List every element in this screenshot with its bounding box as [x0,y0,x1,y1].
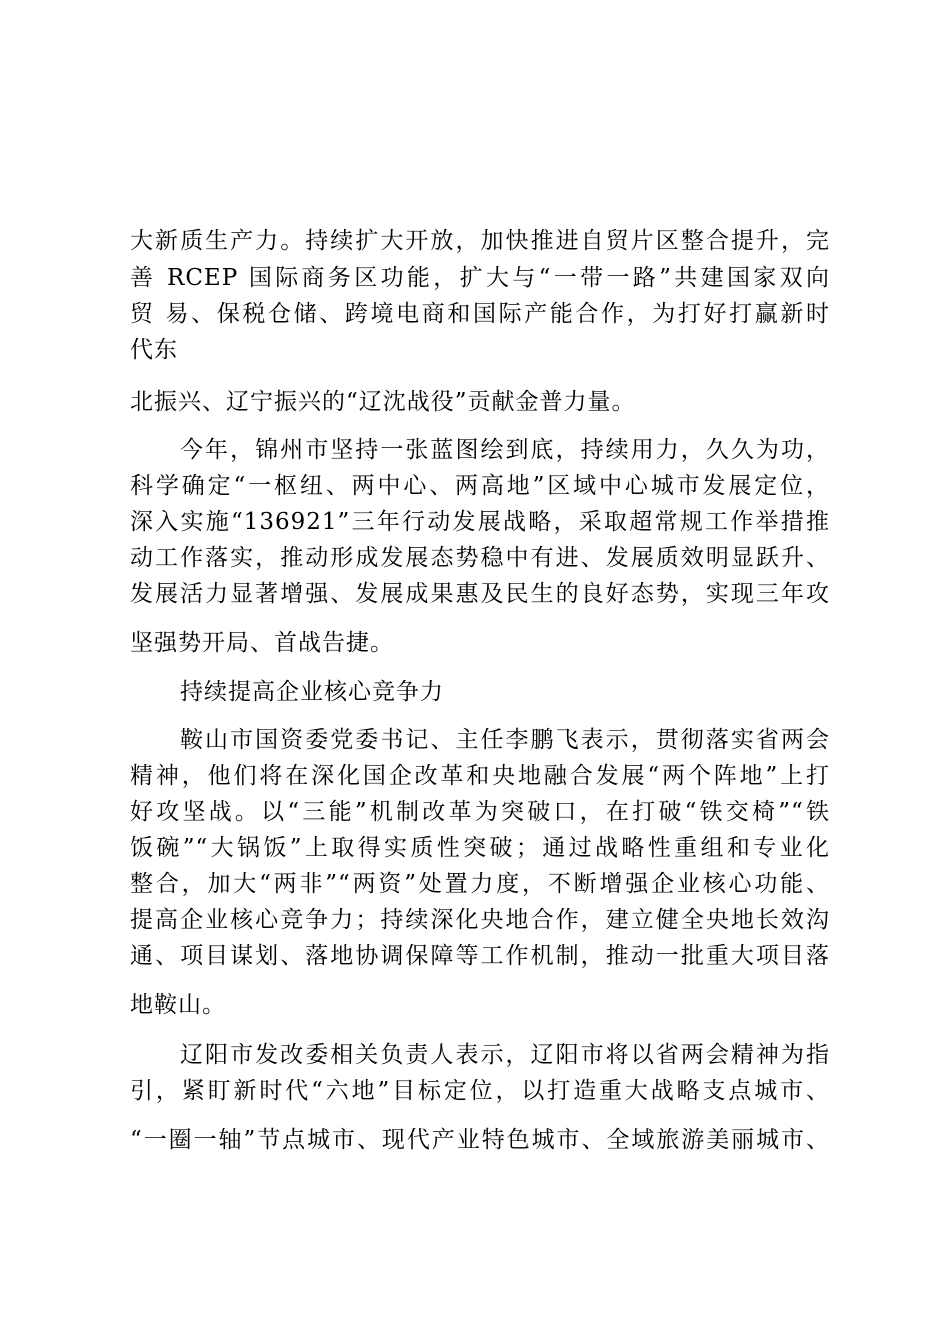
paragraph-line: 精神，他们将在深化国企改革和央地融合发展“两个阵地”上打 [130,763,830,789]
paragraph-line: 鞍山市国资委党委书记、主任李鹏飞表示，贯彻落实省两会 [180,727,830,753]
paragraph-line: 提高企业核心竞争力；持续深化央地合作，建立健全央地长效沟 [130,907,830,933]
paragraph-line: 辽阳市发改委相关负责人表示，辽阳市将以省两会精神为指 [180,1042,830,1068]
paragraph-line: 大新质生产力。持续扩大开放，加快推进自贸片区整合提升，完 [130,228,830,254]
paragraph-line: 深入实施“136921”三年行动发展战略，采取超常规工作举措推 [130,509,830,535]
paragraph-line: 北振兴、辽宁振兴的“辽沈战役”贡献金普力量。 [130,389,636,415]
paragraph-line: 发展活力显著增强、发展成果惠及民生的良好态势，实现三年攻 [130,581,830,607]
paragraph-line: 今年，锦州市坚持一张蓝图绘到底，持续用力，久久为功， [180,437,830,463]
paragraph-line: “一圈一轴”节点城市、现代产业特色城市、全域旅游美丽城市、 [130,1127,830,1153]
paragraph-line: 贸 易、保税仓储、跨境电商和国际产能合作，为打好打赢新时 [130,301,830,327]
paragraph-line: 整合，加大“两非”“两资”处置力度，不断增强企业核心功能、 [130,871,830,897]
paragraph-line: 坚强势开局、首战告捷。 [130,630,394,656]
paragraph-line: 动工作落实，推动形成发展态势稳中有进、发展质效明显跃升、 [130,545,830,571]
paragraph-line: 代东 [130,337,178,363]
paragraph-line: 饭碗”“大锅饭”上取得实质性突破；通过战略性重组和专业化 [130,835,830,861]
paragraph-line: 引，紧盯新时代“六地”目标定位，以打造重大战略支点城市、 [130,1078,830,1104]
paragraph-line: 好攻坚战。以“三能”机制改革为突破口，在打破“铁交椅”“铁 [130,799,830,825]
section-heading: 持续提高企业核心竞争力 [180,679,444,705]
paragraph-line: 地鞍山。 [130,992,226,1018]
paragraph-line: 科学确定“一枢纽、两中心、两高地”区域中心城市发展定位， [130,473,830,499]
paragraph-line: 通、项目谋划、落地协调保障等工作机制，推动一批重大项目落 [130,943,830,969]
paragraph-line: 善 RCEP 国际商务区功能，扩大与“一带一路”共建国家双向 [130,265,830,291]
